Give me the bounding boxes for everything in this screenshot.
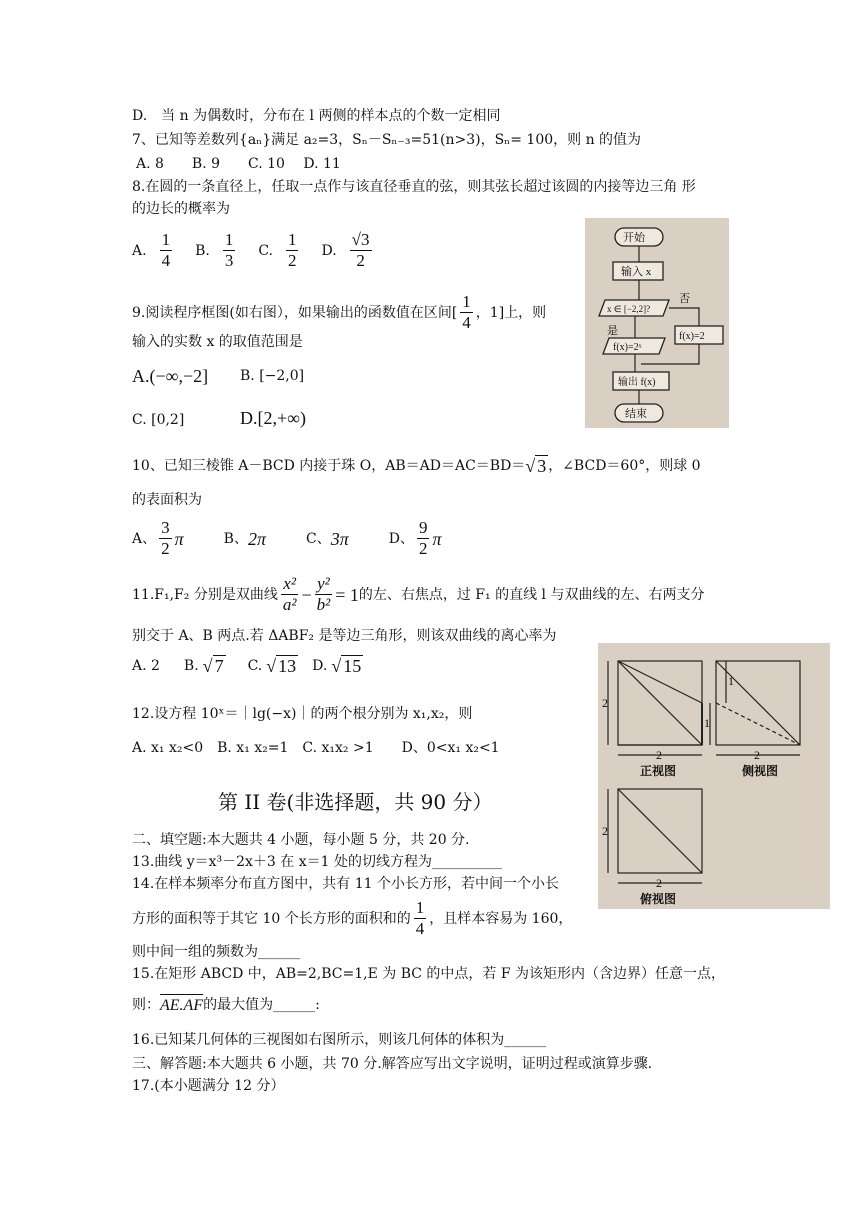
flowchart-input-label: 输入 x <box>621 266 652 278</box>
question-15-line2: 则： AE.AF 的最大值为______: <box>132 994 320 1016</box>
option-d-line: D. 当 n 为偶数时，分布在 l 两侧的样本点的个数一定相同 <box>132 108 501 124</box>
q9-option-d: D.[2,+∞) <box>240 408 306 428</box>
top-height-label: 2 <box>602 824 608 838</box>
flowchart-yes-label: 是 <box>607 325 618 337</box>
question-8-options <box>132 230 375 271</box>
front-step-label: 1 <box>704 716 710 730</box>
q8-option-label: D. <box>321 242 337 259</box>
q11-term1: $\frac{\text{x²}}{\text{a²}}$ <box>282 574 297 614</box>
question-11-options: A. 2 B. √ 7 C. √ 13 D. √ 15 <box>132 656 362 676</box>
flowchart-condition-label: x ∈ [−2,2]? <box>607 304 651 314</box>
top-view-label: 俯视图 <box>640 892 677 906</box>
question-16: 16.已知某几何体的三视图如右图所示，则该几何体的体积为______ <box>132 1032 547 1048</box>
flowchart-no-box-label: f(x)=2 <box>679 331 705 342</box>
flowchart-output-label: 输出 f(x) <box>618 377 656 388</box>
three-view-svg <box>598 643 830 909</box>
question-10-options: A、 $\frac{3}{2}$ π B、 2π C、 3π D、 $\frac{9}{2}$ π <box>132 518 442 558</box>
question-9-line2: 输入的实数 x 的取值范围是 <box>132 334 303 350</box>
q8-option-label: C. <box>258 242 273 259</box>
side-width-label: 2 <box>754 748 760 762</box>
three-view-figure <box>598 643 830 909</box>
front-width-label: 2 <box>656 748 662 762</box>
question-13: 13.曲线 y＝x³－2x＋3 在 x＝1 处的切线方程为__________ <box>132 854 502 870</box>
q8-option-label: A. <box>132 242 147 259</box>
question-10-line2: 的表面积为 <box>132 492 202 508</box>
section-2-heading: 二、填空题:本大题共 4 小题，每小题 5 分，共 20 分. <box>132 832 470 848</box>
question-7: 7、已知等差数列{aₙ}满足 a₂=3，Sₙ－Sₙ₋₃=51(n>3)，Sₙ= 100，则 n 的值为 <box>132 132 642 148</box>
q15-vector-expression: AE.AF <box>160 994 203 1016</box>
question-11-line1: 11.F₁,F₂ 分别是双曲线 $\frac{\text{x²}}{\text{a²}}$ − $\frac{\text{y²}}{\text{b²}}$ = 1 的左、右焦点，过 F₁ 的直线 l 与双曲线的左、右两支分 <box>132 574 705 614</box>
q8-option-label: B. <box>195 242 210 259</box>
question-17: 17.(本小题满分 12 分） <box>132 1078 285 1094</box>
q10-option-fraction: $\frac{9}{2}$ <box>418 518 428 558</box>
section-3-heading: 三、解答题:本大题共 6 小题，共 70 分.解答应写出文字说明，证明过程或演算步骤. <box>132 1056 653 1072</box>
q10-option-fraction: $\frac{3}{2}$ <box>161 518 170 558</box>
q9-option-c: C. [0,2] <box>132 412 185 428</box>
question-10-line1: 10、已知三棱锥 A－BCD 内接于珠 O，AB＝AD＝AC＝BD＝ √ 3 ，∠BCD＝60°，则球 0 <box>132 456 701 476</box>
flowchart-figure <box>585 218 729 428</box>
question-7-options: A. 8 B. 9 C. 10 D. 11 <box>136 156 341 172</box>
q10-sqrt: √ 3 <box>525 456 547 476</box>
question-8-line1: 8.在圆的一条直径上，任取一点作与该直径垂直的弦，则其弦长超过该圆的内接等边三角 形 <box>132 179 696 195</box>
q9-option-a: A.(−∞,−2] <box>132 366 209 386</box>
question-9-line1: 9.阅读程序框图(如右图），如果输出的函数值在区间[ $\frac{1}{4}$ ，1]上，则 <box>132 292 547 332</box>
flowchart-svg <box>585 218 729 428</box>
question-14-line1: 14.在样本频率分布直方图中，共有 11 个小长方形，若中间一个小长 <box>132 876 559 892</box>
part-2-title: 第 II 卷(非选择题，共 90 分） <box>218 790 493 814</box>
q8-option-fraction: $\frac{1}{4}$ <box>161 230 171 270</box>
q11-term2: $\frac{\text{y²}}{\text{b²}}$ <box>316 574 331 614</box>
q8-option-fraction: $\frac{1}{2}$ <box>287 230 297 270</box>
side-step-label: 1 <box>728 674 734 688</box>
question-12-options: A. x₁ x₂<0 B. x₁ x₂=1 C. x₁x₂ >1 D、0<x₁ x₂<1 <box>132 740 500 756</box>
front-height-label: 2 <box>602 696 608 710</box>
question-12: 12.设方程 10ˣ＝｜lg(−x)｜的两个根分别为 x₁,x₂，则 <box>132 706 473 722</box>
question-14-line3: 则中间一组的频数为______ <box>132 944 300 960</box>
q14-fraction: $\frac{1}{4}$ <box>415 898 425 938</box>
flowchart-end-label: 结束 <box>625 408 647 420</box>
flowchart-start-label: 开始 <box>623 232 645 244</box>
q9-option-b: B. [−2,0] <box>240 368 305 384</box>
flowchart-yes-box-label: f(x)=2ˣ <box>613 342 642 353</box>
front-view-label: 正视图 <box>640 764 677 778</box>
question-15-line1: 15.在矩形 ABCD 中，AB=2,BC=1,E 为 BC 的中点，若 F 为该矩形内（含边界）任意一点， <box>132 966 726 982</box>
q9-fraction: $\frac{1}{4}$ <box>462 292 471 332</box>
question-14-line2: 方形的面积等于其它 10 个长方形的面积和的 $\frac{1}{4}$ ，且样本容易为 160， <box>132 898 573 938</box>
q8-option-fraction: $\frac{√3}{2}$ <box>351 230 370 270</box>
flowchart-no-label: 否 <box>679 293 690 305</box>
question-11-line2: 别交于 A、B 两点.若 ΔABF₂ 是等边三角形，则该双曲线的离心率为 <box>132 628 557 644</box>
q8-option-fraction: $\frac{1}{3}$ <box>224 230 234 270</box>
question-8-line2: 的边长的概率为 <box>132 201 230 217</box>
side-view-label: 侧视图 <box>742 764 779 778</box>
top-width-label: 2 <box>656 876 662 890</box>
